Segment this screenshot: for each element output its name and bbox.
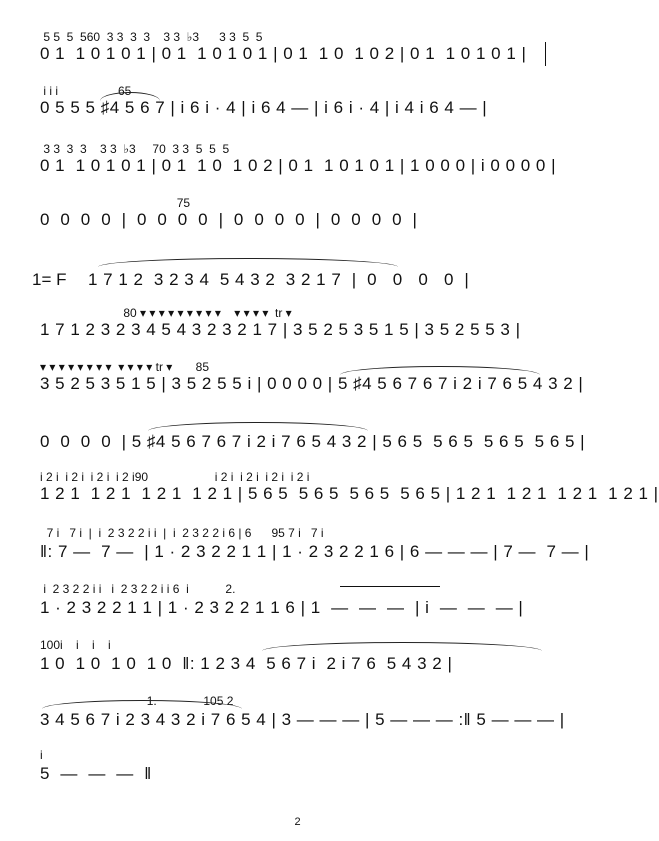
upper-notes: i — [40, 748, 43, 762]
staff-system-6 — [40, 306, 550, 346]
upper-notes: i i i 65 — [40, 84, 132, 98]
staff-system-7 — [40, 360, 584, 400]
staff-system-12 — [40, 638, 550, 682]
notes-line: 1 · 2 3 2 2 1 1 | 1 · 2 3 2 2 1 1 6 | 1 — — — | i — — — | — [40, 598, 524, 617]
staff-system-8 — [40, 418, 586, 458]
upper-notes: 100i i i i — [40, 638, 111, 652]
staff-system-11 — [40, 582, 550, 626]
staff-system-5 — [32, 256, 550, 296]
volta-line — [340, 586, 440, 587]
notes-line: 5 — — — ‖ — [40, 764, 152, 783]
upper-notes: i 2 i i 2 i i 2 i i 2 i90 i 2 i i 2 i i 2 i i 2 i — [40, 470, 310, 484]
notes-line: 3 5 2 5 3 5 1 5 | 3 5 2 5 5 i | 0 0 0 0 | 5 ♯4 5 6 7 6 7 i 2 i 7 6 5 4 3 2 | — [40, 374, 584, 393]
staff-system-2 — [40, 84, 550, 124]
notes-line: 0 0 0 0 | 5 ♯4 5 6 7 6 7 i 2 i 7 6 5 4 3 2 | 5 6 5 5 6 5 5 6 5 5 6 5 | — [40, 432, 586, 451]
staff-system-4 — [40, 196, 550, 236]
notes-line: 1 0 1 0 1 0 1 0 ‖: 1 2 3 4 5 6 7 i 2 i 7 6 5 4 3 2 | — [40, 654, 453, 673]
notes-line: 0 1 1 0 1 0 1 | 0 1 1 0 1 0 1 | 0 1 1 0 1 0 2 | 0 1 1 0 1 0 1 | — [40, 44, 527, 63]
staff-system-10 — [40, 526, 590, 570]
staff-system-14 — [40, 748, 550, 792]
barline — [545, 42, 546, 66]
slur — [148, 422, 368, 431]
notes-line: ‖: 7 — 7 — | 1 · 2 3 2 2 1 1 | 1 · 2 3 2 2 1 6 | 6 — — — | 7 — 7 — | — [40, 542, 590, 561]
notes-line: 0 0 0 0 | 0 0 0 0 | 0 0 0 0 | 0 0 0 0 | — [40, 210, 418, 229]
notes-line: 3 4 5 6 7 i 2 3 4 3 2 i 7 6 5 4 | 3 — — — | 5 — — — :‖ 5 — — — | — [40, 710, 565, 729]
upper-notes: 3 3 3 3 3 3 ♭3 70 3 3 5 5 5 — [40, 142, 230, 156]
notes-line: 1 2 1 1 2 1 1 2 1 1 2 1 | 5 6 5 5 6 5 5 6 5 5 6 5 | 1 2 1 1 2 1 1 2 1 1 2 1 | — [40, 484, 659, 503]
upper-notes: 1. 105 2 — [40, 694, 234, 708]
measure-number: 75 — [40, 196, 191, 210]
staff-system-13 — [40, 694, 565, 738]
page-number: 2 — [294, 816, 301, 828]
staff-system-9 — [40, 470, 659, 510]
upper-notes: 80 ▾ ▾ ▾ ▾ ▾ ▾ ▾ ▾ ▾ ▾ ▾ ▾ ▾ tr ▾ — [40, 306, 292, 320]
notes-line: 1 7 1 2 3 2 3 4 5 4 3 2 3 2 1 7 | 3 5 2 5 3 5 1 5 | 3 5 2 5 5 3 | — [40, 320, 521, 339]
notes-line: 0 5 5 5 ♯4 5 6 7 | i 6 i · 4 | i 6 4 — | i 6 i · 4 | i 4 i 6 4 — | — [40, 98, 488, 117]
key-signature: 1= F — [32, 270, 67, 289]
upper-notes: 7 i 7 i | i 2 3 2 2 i i | i 2 3 2 2 i 6 | 6 95 7 i 7 i — [40, 526, 324, 540]
staff-system-3 — [40, 142, 557, 182]
notes-line: 0 1 1 0 1 0 1 | 0 1 1 0 1 0 2 | 0 1 1 0 1 0 1 | 1 0 0 0 | i 0 0 0 0 | — [40, 156, 557, 175]
upper-notes: ▾ ▾ ▾ ▾ ▾ ▾ ▾ ▾ ▾ ▾ ▾ ▾ tr ▾ 85 — [40, 360, 209, 374]
slur — [98, 258, 398, 267]
upper-notes: 5 5 5 560 3 3 3 3 3 3 ♭3 3 3 5 5 — [40, 30, 263, 44]
staff-system-1 — [40, 30, 550, 70]
notes-line: 1 7 1 2 3 2 3 4 5 4 3 2 3 2 1 7 | 0 0 0 0 | — [88, 270, 470, 289]
upper-notes: i 2 3 2 2 i i i 2 3 2 2 i i 6 i 2. — [40, 582, 236, 596]
